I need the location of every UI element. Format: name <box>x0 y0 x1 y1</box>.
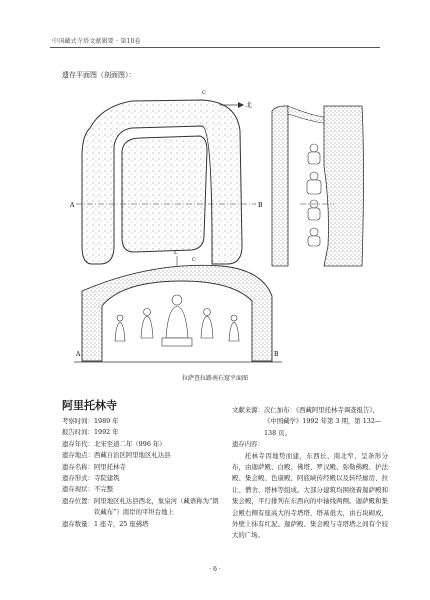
page-number: · 6 · <box>209 566 221 573</box>
meta-row <box>62 519 224 530</box>
entry-title: 阿里托林寺 <box>62 399 117 412</box>
meta-value: 阿里托林寺 <box>93 462 126 471</box>
meta-row <box>62 473 224 484</box>
meta-key: 遗存年代： <box>62 439 94 448</box>
meta-key: 遗存名称： <box>62 462 94 471</box>
plan-view <box>69 90 263 264</box>
meta-value: 西藏自治区阿里地区札达县 <box>93 451 171 460</box>
side-section-view <box>272 106 364 266</box>
cave-plan-drawing <box>62 86 387 371</box>
entry-meta-list <box>62 416 224 530</box>
source-value: 次仁加布：《西藏阿里托林寺调查报告》，《中国藏学》1992 年第 3 期，第 132—138 页。 <box>263 406 382 437</box>
running-header: 中国藏式寺塔文献辑要 · 第10卷 <box>52 38 141 45</box>
meta-row <box>62 484 224 495</box>
meta-row <box>62 416 224 427</box>
meta-value: 1 座寺，25 座佛塔 <box>93 519 149 528</box>
section-label-a: A <box>76 351 81 358</box>
meta-key: 考察时间： <box>62 417 94 425</box>
meta-key: 遗存现状： <box>62 485 94 494</box>
source-key: 文献来源： <box>232 406 264 414</box>
meta-key: 遗存位置： <box>62 496 94 505</box>
buddha-figures <box>115 295 239 346</box>
axis-label-b: B <box>258 202 263 209</box>
marker-c2: C <box>192 257 196 263</box>
meta-row <box>62 427 224 438</box>
section-label-b: B <box>274 351 279 358</box>
meta-value: 寺院建筑 <box>93 474 120 483</box>
meta-value: 1992 年 <box>93 428 119 437</box>
header-rule <box>50 47 380 48</box>
meta-key: 遗存地点： <box>62 451 94 460</box>
marker-l: L <box>174 250 178 256</box>
entry-right-column <box>232 405 388 542</box>
content-label: 遗存内容： <box>232 440 264 449</box>
meta-key: 遗存数量： <box>62 519 94 528</box>
meta-row <box>62 462 224 473</box>
meta-row <box>62 496 224 519</box>
axis-label-a: A <box>70 202 75 209</box>
meta-value: 阿里地区札达县西北，象泉河（藏语称为“朗钦藏布”）南岸的平坦台地上 <box>93 496 219 517</box>
cave-plan-figure <box>62 86 387 371</box>
meta-key: 遗存形式： <box>62 474 94 483</box>
meta-row <box>62 450 224 461</box>
figure-section-label: 遗存平面图（剖面图）： <box>62 71 136 79</box>
marker-c: C <box>202 90 206 96</box>
north-label: 北 <box>246 102 253 109</box>
figure-caption: 拉萨查拉路南石窟平面图 <box>181 375 248 382</box>
content-paragraph: 托林寺因地势而建，东西长、南北窄，呈条形分布，由迦萨殿、白殿、佛塔、罗汉殿、弥勒佛殿、护法殿、集会殿、色康殿、阿底峡传经殿以及转经廊房、拉让、僧舍、塔林等组成。大部分建筑均围绕着迦萨殿和集会殿，平行排列在东西向的中轴线两侧。迦萨殿和集会殿右侧有座高大的寺塔塔，塔基很大，由石块砌成，外壁上抹有红泥。迦萨殿、集会殿与寺塔塔之间有个较大的广场。 <box>232 451 388 540</box>
meta-value: 不完整 <box>93 485 114 494</box>
meta-row <box>62 439 224 450</box>
front-section-view <box>74 250 282 362</box>
meta-value: 北宋至道二年（996 年） <box>93 439 166 448</box>
source-row <box>232 405 388 439</box>
meta-key: 报告时间： <box>62 428 94 437</box>
meta-value: 1989 年 <box>93 417 119 425</box>
